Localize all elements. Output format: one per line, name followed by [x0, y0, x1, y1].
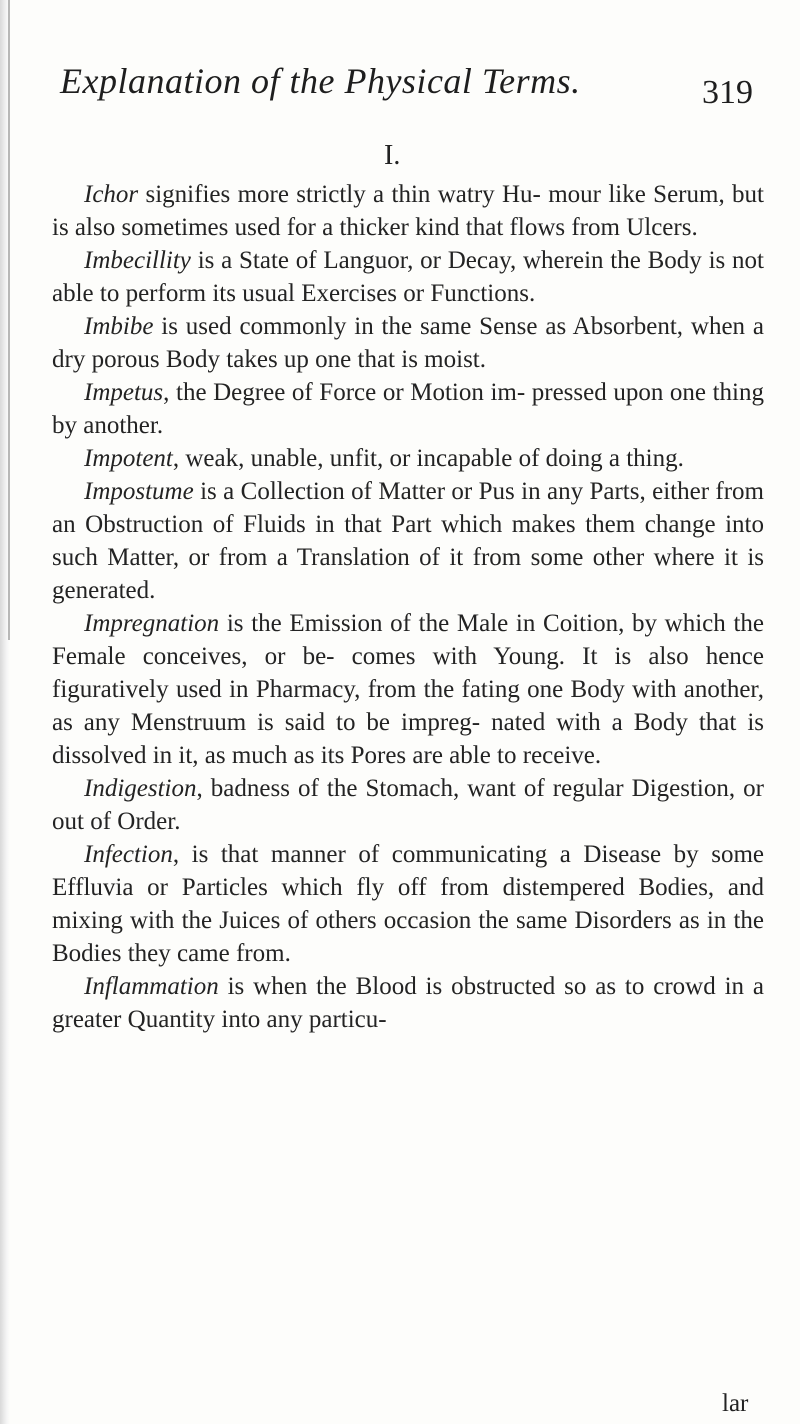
section-letter: I.	[384, 140, 401, 171]
glossary-entry	[52, 178, 764, 244]
entry-definition: is when the Blood is obstructed so as to crowd in a greater Quantity into any particu-	[52, 973, 764, 1033]
entry-term: Impostume	[84, 478, 194, 505]
glossary-entry	[52, 838, 764, 970]
glossary-body	[52, 178, 764, 1036]
entry-definition: , weak, unable, unfit, or incapable of doing a thing.	[172, 445, 684, 472]
glossary-entry	[52, 376, 764, 442]
glossary-entry	[52, 310, 764, 376]
catchword: lar	[722, 1390, 749, 1417]
page-number: 319	[702, 74, 753, 111]
entry-term: Infection	[84, 841, 173, 868]
entry-term: Imbecillity	[84, 247, 191, 274]
entry-term: Imbibe	[84, 313, 154, 340]
entry-definition: is a State of Languor, or Decay, wherein the Body is not able to perform its usual Exercises or Functions.	[52, 247, 764, 307]
glossary-entry	[52, 244, 764, 310]
page-edge-line	[8, 0, 10, 640]
entry-definition: , badness of the Stomach, want of regular Digestion, or out of Order.	[52, 775, 764, 835]
entry-term: Impotent	[84, 445, 173, 472]
glossary-entry	[52, 772, 764, 838]
running-title: Explanation of the Physical Terms.	[60, 61, 581, 101]
glossary-entry	[52, 475, 764, 607]
entry-definition: is the Emission of the Male in Coition, by which the Female conceives, or be- comes with Young. It is also hence figuratively used in Pharmacy, from the fating one Body with another, as any Menstruum is said to be impreg- nated with a Body that is dissolved in it, as much as its Pores are able to receive.	[52, 610, 764, 769]
entry-term: Ichor	[84, 181, 139, 208]
glossary-entry	[52, 442, 764, 475]
entry-definition: is a Collection of Matter or Pus in any Parts, either from an Obstruction of Fluids in that Part which makes them change into such Matter, or from a Translation of it from some other where it is generated.	[52, 478, 764, 604]
entry-term: Inflammation	[84, 973, 219, 1000]
entry-definition: is used commonly in the same Sense as Absorbent, when a dry porous Body takes up one that is moist.	[52, 313, 764, 373]
entry-definition: , is that manner of communicating a Disease by some Effluvia or Particles which fly off from distempered Bodies, and mixing with the Juices of others occasion the same Disorders as in the Bodies they came from.	[52, 841, 764, 967]
glossary-entry	[52, 970, 764, 1036]
entry-definition: signifies more strictly a thin watry Hu- mour like Serum, but is also sometimes used for a thicker kind that flows from Ulcers.	[52, 181, 764, 241]
entry-definition: , the Degree of Force or Motion im- pressed upon one thing by another.	[52, 379, 764, 439]
entry-term: Impetus	[84, 379, 164, 406]
entry-term: Impregnation	[84, 610, 220, 637]
glossary-entry	[52, 607, 764, 772]
entry-term: Indigestion	[84, 775, 197, 802]
